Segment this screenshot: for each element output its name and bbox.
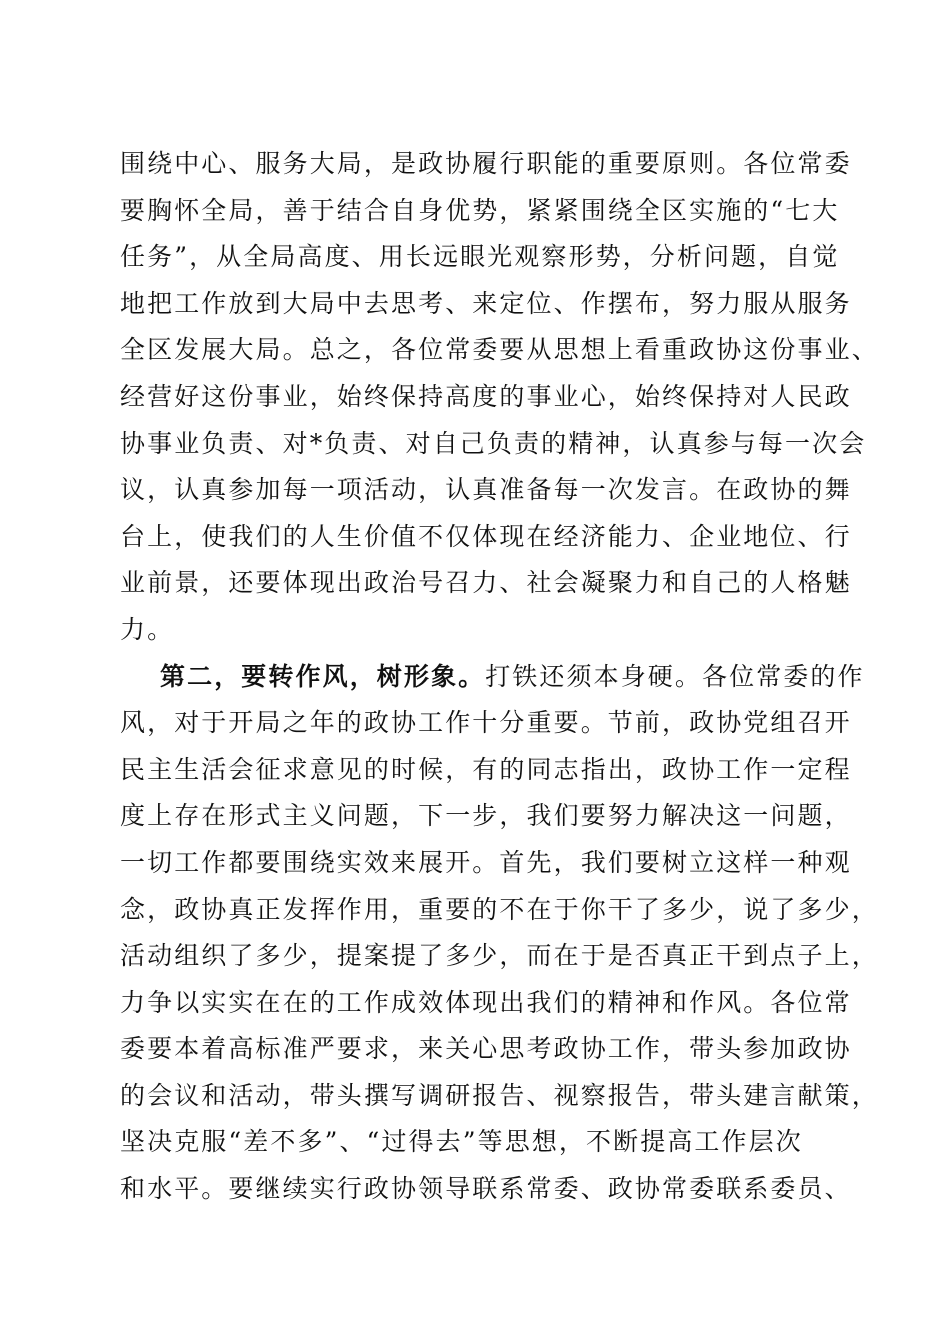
text-line: 经营好这份事业，始终保持高度的事业心，始终保持对人民政 — [120, 381, 852, 411]
paragraph-two-first-line-rest: 打铁还须本身硬。各位常委的作 — [485, 661, 865, 691]
text-line: 要胸怀全局，善于结合自身优势，紧紧围绕全区实施的“七大 — [120, 195, 840, 225]
text-line: 地把工作放到大局中去思考、来定位、作摆布，努力服从服务 — [120, 288, 852, 318]
text-line: 活动组织了多少，提案提了多少，而在于是否真正干到点子上， — [120, 941, 879, 971]
paragraph-two-first-line — [120, 654, 865, 701]
text-line: 力争以实实在在的工作成效体现出我们的精神和作风。各位常 — [120, 987, 852, 1017]
body-text — [120, 141, 879, 1213]
text-line: 协事业负责、对*负责、对自己负责的精神，认真参与每一次会 — [120, 428, 867, 458]
text-line: 度上存在形式主义问题，下一步，我们要努力解决这一问题， — [120, 801, 852, 831]
text-line: 全区发展大局。总之，各位常委要从思想上看重政协这份事业、 — [120, 335, 879, 365]
text-line: 台上，使我们的人生价值不仅体现在经济能力、企业地位、行 — [120, 521, 852, 551]
text-line: 和水平。要继续实行政协领导联系常委、政协常委联系委员、 — [120, 1174, 852, 1204]
text-line: 围绕中心、服务大局，是政协履行职能的重要原则。各位常委 — [120, 149, 852, 178]
text-line: 念，政协真正发挥作用，重要的不在于你干了多少，说了多少， — [120, 894, 879, 924]
text-line: 风，对于开局之年的政协工作十分重要。节前，政协党组召开 — [120, 708, 852, 738]
text-line: 业前景，还要体现出政治号召力、社会凝聚力和自己的人格魅 — [120, 568, 852, 598]
text-line: 任务”，从全局高度、用长远眼光观察形势，分析问题，自觉 — [120, 242, 840, 272]
text-line: 一切工作都要围绕实效来展开。首先，我们要树立这样一种观 — [120, 847, 852, 877]
text-line: 议，认真参加每一项活动，认真准备每一次发言。在政协的舞 — [120, 475, 852, 505]
text-line: 力。 — [120, 614, 175, 644]
text-line: 委要本着高标准严要求，来关心思考政协工作，带头参加政协 — [120, 1034, 852, 1064]
text-line: 的会议和活动，带头撰写调研报告、视察报告，带头建言献策， — [120, 1080, 879, 1110]
text-line: 民主生活会征求意见的时候，有的同志指出，政协工作一定程 — [120, 754, 852, 784]
paragraph-two-lead: 第二，要转作风，树形象。 — [160, 661, 486, 691]
text-line: 坚决克服“差不多”、“过得去”等思想，不断提高工作层次 — [120, 1127, 803, 1157]
